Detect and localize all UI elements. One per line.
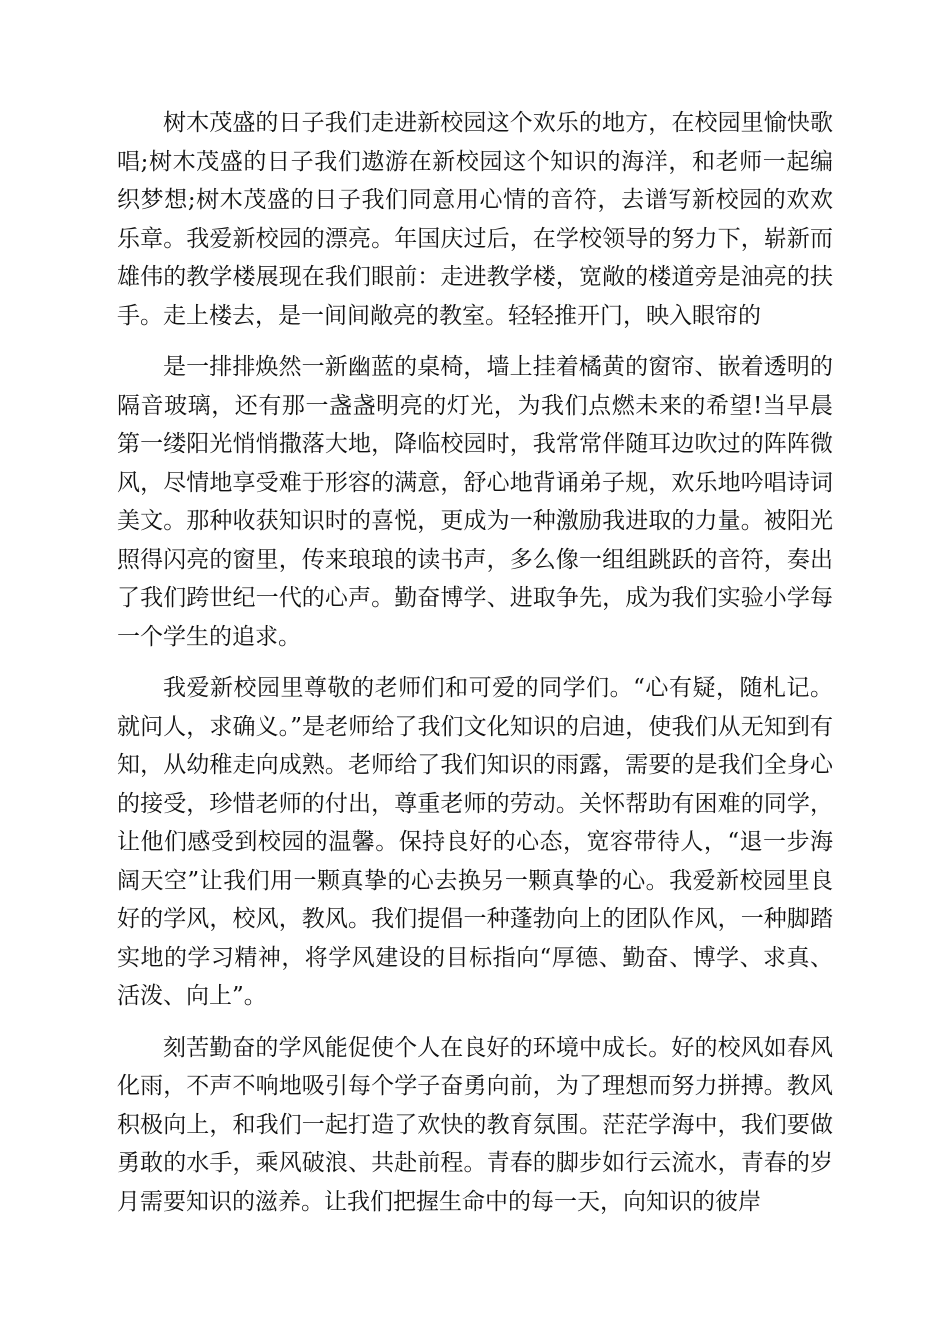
paragraph-3: 我爱新校园里尊敬的老师们和可爱的同学们。“心有疑，随札记。就问人，求确义。”是老师给了我们文化知识的启迪，使我们从无知到有知，从幼稚走向成熟。老师给了我们知识的雨露，需要的是我们全身心的接受，珍惜老师的付出，尊重老师的劳动。关怀帮助有困难的同学，让他们感受到校园的温馨。保持良好的心态，宽容带待人，“退一步海阔天空”让我们用一颗真挚的心去换另一颗真挚的心。我爱新校园里良好的学风，校风，教风。我们提倡一种蓬勃向上的团队作风，一种脚踏实地的学习精神，将学风建设的目标指向“厚德、勤奋、博学、求真、活泼、向上”。	[117, 675, 833, 1009]
paragraph-4: 刻苦勤奋的学风能促使个人在良好的环境中成长。好的校风如春风化雨，不声不响地吸引每个学子奋勇向前，为了理想而努力拼搏。教风积极向上，和我们一起打造了欢快的教育氛围。茫茫学海中，我们要做勇敢的水手，乘风破浪、共赴前程。青春的脚步如行云流水，青春的岁月需要知识的滋养。让我们把握生命中的每一天，向知识的彼岸	[117, 1034, 833, 1215]
paragraph-2: 是一排排焕然一新幽蓝的桌椅，墙上挂着橘黄的窗帘、嵌着透明的隔音玻璃，还有那一盏盏明亮的灯光，为我们点燃未来的希望!当早晨第一缕阳光悄悄撒落大地，降临校园时，我常常伴随耳边吹过的阵阵微风，尽情地享受难于形容的满意，舒心地背诵弟子规，欢乐地吟唱诗词美文。那种收获知识时的喜悦，更成为一种激励我进取的力量。被阳光照得闪亮的窗里，传来琅琅的读书声，多么像一组组跳跃的音符，奏出了我们跨世纪一代的心声。勤奋博学、进取争先，成为我们实验小学每一个学生的追求。	[117, 354, 833, 650]
document-body	[117, 104, 833, 1234]
paragraph-1: 树木茂盛的日子我们走进新校园这个欢乐的地方，在校园里愉快歌唱;树木茂盛的日子我们遨游在新校园这个知识的海洋，和老师一起编织梦想;树木茂盛的日子我们同意用心情的音符，去谱写新校园的欢欢乐章。我爱新校园的漂亮。年国庆过后，在学校领导的努力下，崭新而雄伟的教学楼展现在我们眼前：走进教学楼，宽敞的楼道旁是油亮的扶手。走上楼去，是一间间敞亮的教室。轻轻推开门，映入眼帘的	[117, 110, 833, 329]
